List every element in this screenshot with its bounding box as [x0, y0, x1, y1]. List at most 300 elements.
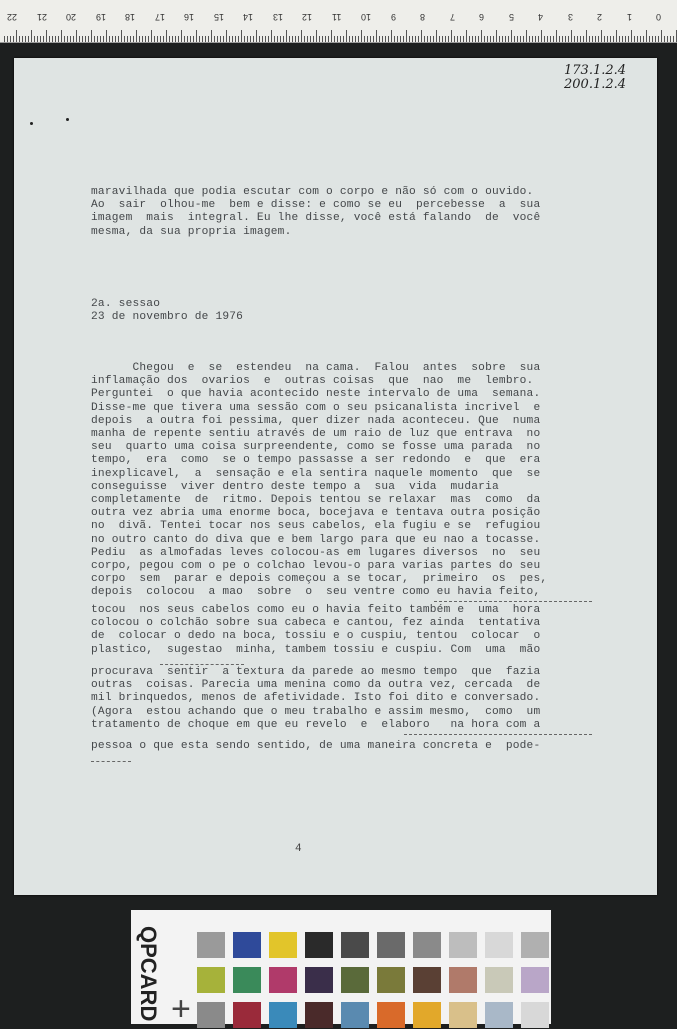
ruler-tick: [394, 36, 395, 42]
ruler-tick: [226, 30, 227, 42]
ruler-number: 5: [508, 12, 514, 22]
ruler-tick: [79, 36, 80, 42]
ruler-tick: [322, 36, 323, 42]
handwritten-reference-1: 173.1.2.4: [564, 63, 627, 78]
ruler-tick: [286, 30, 287, 42]
ruler-tick: [514, 36, 515, 42]
ruler-tick: [571, 30, 572, 42]
color-swatch: [485, 967, 513, 993]
text-line: (Agora estou achando que o meu trabalho e assim mesmo, como um: [91, 705, 541, 718]
ruler-tick: [664, 36, 665, 42]
ruler-tick: [436, 30, 437, 42]
ruler-tick: [280, 36, 281, 42]
color-swatch: [521, 1002, 549, 1028]
ruler-tick: [316, 30, 317, 42]
ruler-tick: [631, 30, 632, 42]
color-swatch: [269, 967, 297, 993]
ruler-tick: [121, 30, 122, 42]
ruler-number: 6: [479, 12, 485, 22]
ruler-number: 15: [213, 12, 224, 22]
ruler-tick: [4, 36, 5, 42]
ruler-tick: [232, 36, 233, 42]
ruler-tick: [361, 30, 362, 42]
ruler-tick: [334, 36, 335, 42]
ruler-tick: [19, 36, 20, 42]
text-line: Pediu as almofadas leves colocou-as em lugares diversos no seu: [91, 546, 541, 559]
ruler-tick: [499, 36, 500, 42]
text-line: depois colocou a mao sobre o seu ventre como eu havia feito,: [91, 586, 541, 599]
ruler-tick: [175, 36, 176, 42]
ruler-tick: [619, 36, 620, 42]
ruler-tick: [391, 30, 392, 42]
ruler-number: 13: [272, 12, 283, 22]
ruler-tick: [16, 30, 17, 42]
ruler-tick: [559, 36, 560, 42]
ruler-number: 16: [184, 12, 195, 22]
body-paragraph-3: [91, 666, 540, 732]
ruler-tick: [223, 36, 224, 42]
ruler-tick: [211, 30, 212, 42]
color-swatch: [449, 1002, 477, 1028]
text-line: Disse-me que tivera uma sessão com o seu psicanalista incrivel e: [91, 401, 541, 414]
ruler-tick: [433, 36, 434, 42]
ruler-tick: [505, 36, 506, 42]
ruler-tick: [658, 36, 659, 42]
ruler-tick: [652, 36, 653, 42]
ruler-tick: [553, 36, 554, 42]
ruler-tick: [457, 36, 458, 42]
color-swatch: [269, 932, 297, 958]
color-swatch: [413, 932, 441, 958]
ruler-number: 12: [302, 12, 313, 22]
ruler-tick: [43, 36, 44, 42]
ruler-tick: [253, 36, 254, 42]
ruler-tick: [313, 36, 314, 42]
ruler-tick: [58, 36, 59, 42]
ruler-number: 9: [390, 12, 396, 22]
ruler-tick: [160, 36, 161, 42]
ruler-tick: [367, 36, 368, 42]
ruler-tick: [409, 36, 410, 42]
ruler-tick: [229, 36, 230, 42]
ruler-number: 18: [125, 12, 136, 22]
ruler-tick: [568, 36, 569, 42]
ruler-tick: [178, 36, 179, 42]
ruler-tick: [49, 36, 50, 42]
ruler-number: 17: [154, 12, 165, 22]
ruler-tick: [412, 36, 413, 42]
text-line: outra vez abria uma enorme boca, bocejava e tentava outra posição: [91, 507, 541, 520]
ruler-tick: [448, 36, 449, 42]
ruler-tick: [88, 36, 89, 42]
ruler-number: 1: [626, 12, 632, 22]
ruler-tick: [289, 36, 290, 42]
ruler-tick: [172, 36, 173, 42]
color-card: [131, 910, 551, 1028]
ruler-tick: [616, 30, 617, 42]
ruler-tick: [643, 36, 644, 42]
ruler-tick: [106, 30, 107, 42]
ruler-tick: [487, 36, 488, 42]
ruler-tick: [622, 36, 623, 42]
ruler-tick: [406, 30, 407, 42]
ruler-tick: [277, 36, 278, 42]
ruler-tick: [7, 36, 8, 42]
text-line: pessoa o que esta sendo sentido, de uma maneira concreta e pode-: [91, 740, 541, 752]
ruler-tick: [139, 36, 140, 42]
ruler-tick: [451, 30, 452, 42]
ruler-tick: [103, 36, 104, 42]
ruler-tick: [577, 36, 578, 42]
ruler-tick: [202, 36, 203, 42]
ruler-tick: [187, 36, 188, 42]
text-line: plastico, sugestao minha, tambem tossiu e cuspiu. Com uma mão: [91, 643, 541, 656]
ruler-tick: [382, 36, 383, 42]
ruler-tick: [529, 36, 530, 42]
ruler-tick: [472, 36, 473, 42]
ruler-number: 0: [656, 12, 662, 22]
ruler-tick: [583, 36, 584, 42]
ruler-tick: [307, 36, 308, 42]
ruler-tick: [301, 30, 302, 42]
text-line: tocou nos seus cabelos como eu o havia feito também e uma hora: [91, 604, 541, 616]
ruler-tick: [478, 36, 479, 42]
ruler-tick: [445, 36, 446, 42]
ruler-tick: [13, 36, 14, 42]
ruler-tick: [67, 36, 68, 42]
color-swatch: [197, 932, 225, 958]
text-line: no outro canto do diva que e bem largo para que eu nao a tocasse.: [91, 533, 541, 546]
ruler-tick: [376, 30, 377, 42]
ruler-tick: [613, 36, 614, 42]
color-swatch: [233, 932, 261, 958]
ruler-tick: [292, 36, 293, 42]
ruler-tick: [115, 36, 116, 42]
ruler-tick: [421, 30, 422, 42]
ruler-tick: [22, 36, 23, 42]
color-swatch: [305, 1002, 333, 1028]
ruler-tick: [595, 36, 596, 42]
ruler-tick: [373, 36, 374, 42]
ruler-tick: [256, 30, 257, 42]
mark-dot: [66, 118, 69, 121]
text-line: completamente de ritmo. Depois tentou se relaxar mas como da: [91, 494, 541, 507]
ruler-number: 22: [7, 12, 18, 22]
text-line: inexplicavel, a sensação e ela sentira naquele momento que se: [91, 467, 541, 480]
ruler-tick: [520, 36, 521, 42]
ruler-number: 7: [449, 12, 455, 22]
ruler-tick: [244, 36, 245, 42]
ruler-tick: [550, 36, 551, 42]
ruler-tick: [268, 36, 269, 42]
ruler-number: 11: [331, 12, 341, 22]
ruler-tick: [76, 30, 77, 42]
underline-dashes: [404, 734, 592, 736]
text-line: mesma, da sua propria imagem.: [91, 225, 292, 238]
ruler-tick: [118, 36, 119, 42]
color-swatch: [413, 1002, 441, 1028]
ruler-tick: [400, 36, 401, 42]
text-line: manha de repente sentiu através de um raio de luz que entrava no: [91, 428, 541, 441]
text-line: tratamento de choque em que eu revelo e elaboro na hora com a: [91, 718, 541, 731]
ruler-number: 4: [538, 12, 544, 22]
body-paragraph-4: [91, 740, 540, 753]
ruler-tick: [298, 36, 299, 42]
color-swatch: [413, 967, 441, 993]
ruler-tick: [217, 36, 218, 42]
ruler-tick: [355, 36, 356, 42]
ruler-tick: [28, 36, 29, 42]
text-line: seu quarto uma coisa surpreendente, como se fosse uma parada no: [91, 441, 541, 454]
ruler-tick: [427, 36, 428, 42]
ruler-tick: [526, 30, 527, 42]
ruler-tick: [592, 36, 593, 42]
ruler-tick: [511, 30, 512, 42]
ruler-tick: [460, 36, 461, 42]
text-line: depois a outra foi pessima, quer dizer nada aconteceu. Que numa: [91, 414, 541, 427]
ruler-tick: [136, 30, 137, 42]
ruler-tick: [196, 30, 197, 42]
ruler-tick: [352, 36, 353, 42]
ruler-tick: [547, 36, 548, 42]
text-line: corpo, pegou com o pe o colchao levou-o para varias partes do seu: [91, 560, 541, 573]
ruler-tick: [337, 36, 338, 42]
ruler-tick: [634, 36, 635, 42]
ruler-tick: [61, 30, 62, 42]
ruler-number: 21: [36, 12, 47, 22]
ruler-tick: [181, 30, 182, 42]
ruler-tick: [331, 30, 332, 42]
ruler-tick: [328, 36, 329, 42]
ruler-tick: [496, 30, 497, 42]
ruler-tick: [442, 36, 443, 42]
ruler-tick: [133, 36, 134, 42]
ruler-number: 8: [420, 12, 426, 22]
color-swatch: [305, 967, 333, 993]
ruler-tick: [463, 36, 464, 42]
ruler-tick: [580, 36, 581, 42]
text-line: Ao sair olhou-me bem e disse: e como se eu percebesse a sua: [91, 199, 541, 212]
color-swatch: [521, 967, 549, 993]
ruler-tick: [157, 36, 158, 42]
ruler-tick: [148, 36, 149, 42]
ruler-tick: [214, 36, 215, 42]
ruler-tick: [508, 36, 509, 42]
ruler-tick: [670, 36, 671, 42]
ruler-tick: [91, 30, 92, 42]
ruler-tick: [325, 36, 326, 42]
text-line: Perguntei o que havia acontecido neste intervalo de uma semana.: [91, 388, 541, 401]
ruler-tick: [199, 36, 200, 42]
intro-paragraph: [91, 186, 540, 239]
ruler-tick: [145, 36, 146, 42]
color-swatch: [449, 932, 477, 958]
color-swatch: [305, 932, 333, 958]
text-line: outras coisas. Parecia uma menina como da outra vez, cercada de: [91, 679, 541, 692]
ruler-tick: [184, 36, 185, 42]
ruler-tick: [109, 36, 110, 42]
text-line: corpo sem parar e depois começou a se tocar, primeiro os pes,: [91, 573, 548, 586]
color-swatch: [233, 967, 261, 993]
ruler-tick: [430, 36, 431, 42]
ruler-tick: [364, 36, 365, 42]
ruler-tick: [538, 36, 539, 42]
session-date: 23 de novembro de 1976: [91, 311, 244, 323]
ruler-tick: [640, 36, 641, 42]
ruler-tick: [649, 36, 650, 42]
ruler-tick: [349, 36, 350, 42]
ruler-tick: [379, 36, 380, 42]
ruler-tick: [247, 36, 248, 42]
ruler-tick: [604, 36, 605, 42]
ruler-tick: [493, 36, 494, 42]
page-number: 4: [295, 843, 302, 855]
ruler-tick: [25, 36, 26, 42]
ruler-number: 19: [95, 12, 106, 22]
ruler-tick: [163, 36, 164, 42]
ruler-tick: [154, 36, 155, 42]
ruler-tick: [169, 36, 170, 42]
ruler-tick: [205, 36, 206, 42]
crosshair-icon: +: [171, 990, 191, 1028]
ruler-tick: [466, 30, 467, 42]
ruler-number: 20: [66, 12, 77, 22]
text-line: inflamação dos ovarios e outras coisas que nao me lembro.: [91, 375, 534, 388]
color-swatch: [341, 1002, 369, 1028]
text-line: Chegou e se estendeu na cama. Falou antes sobre sua: [91, 362, 541, 374]
body-paragraph-1: [91, 362, 547, 600]
ruler-tick: [142, 36, 143, 42]
ruler-tick: [655, 36, 656, 42]
ruler-tick: [295, 36, 296, 42]
ruler-tick: [100, 36, 101, 42]
ruler-tick: [475, 36, 476, 42]
ruler-tick: [574, 36, 575, 42]
ruler-number: 3: [567, 12, 573, 22]
ruler-tick: [37, 36, 38, 42]
ruler-tick: [112, 36, 113, 42]
ruler-tick: [259, 36, 260, 42]
color-swatch: [197, 1002, 225, 1028]
ruler-tick: [358, 36, 359, 42]
ruler-tick: [97, 36, 98, 42]
ruler-tick: [10, 36, 11, 42]
handwritten-reference-2: 200.1.2.4: [564, 77, 627, 92]
color-swatch: [197, 967, 225, 993]
ruler-number: 10: [361, 12, 372, 22]
ruler-tick: [70, 36, 71, 42]
mark-dot: [30, 122, 33, 125]
text-line: de colocar o dedo na boca, tossiu e o cuspiu, tentou colocar o: [91, 630, 541, 643]
ruler-tick: [532, 36, 533, 42]
ruler-tick: [262, 36, 263, 42]
color-swatch: [233, 1002, 261, 1028]
ruler-tick: [541, 30, 542, 42]
ruler-tick: [166, 30, 167, 42]
ruler-tick: [82, 36, 83, 42]
ruler-tick: [343, 36, 344, 42]
ruler-tick: [193, 36, 194, 42]
ruler-tick: [34, 36, 35, 42]
ruler-tick: [40, 36, 41, 42]
ruler-tick: [94, 36, 95, 42]
ruler-tick: [385, 36, 386, 42]
ruler-tick: [523, 36, 524, 42]
ruler-tick: [151, 30, 152, 42]
ruler-tick: [562, 36, 563, 42]
ruler-tick: [565, 36, 566, 42]
ruler-number: 2: [597, 12, 603, 22]
text-line: no divã. Tentei tocar nos seus cabelos, ela fugiu e se refugiou: [91, 520, 541, 533]
ruler-tick: [661, 30, 662, 42]
ruler-tick: [490, 36, 491, 42]
underline-dashes: [91, 761, 131, 763]
ruler-tick: [73, 36, 74, 42]
text-line: tempo, era como se o tempo passasse a ser redondo e que era: [91, 454, 541, 467]
ruler-tick: [637, 36, 638, 42]
ruler-tick: [439, 36, 440, 42]
color-swatch: [485, 932, 513, 958]
color-swatch: [485, 1002, 513, 1028]
ruler-tick: [208, 36, 209, 42]
ruler-tick: [481, 30, 482, 42]
ruler-tick: [673, 36, 674, 42]
ruler-tick: [304, 36, 305, 42]
ruler-tick: [52, 36, 53, 42]
ruler-tick: [250, 36, 251, 42]
ruler-tick: [130, 36, 131, 42]
ruler-tick: [310, 36, 311, 42]
ruler-tick: [31, 30, 32, 42]
ruler-tick: [346, 30, 347, 42]
color-swatch: [377, 1002, 405, 1028]
ruler: [0, 0, 677, 43]
ruler-tick: [484, 36, 485, 42]
ruler-tick: [469, 36, 470, 42]
text-line: maravilhada que podia escutar com o corpo e não só com o ouvido.: [91, 186, 534, 198]
ruler-tick: [370, 36, 371, 42]
ruler-tick: [454, 36, 455, 42]
underline-dashes: [434, 601, 592, 603]
document-page: [14, 58, 657, 895]
ruler-tick: [601, 30, 602, 42]
ruler-tick: [238, 36, 239, 42]
color-swatch: [449, 967, 477, 993]
ruler-tick: [85, 36, 86, 42]
color-swatch: [377, 967, 405, 993]
color-card-logo: QPCARD: [136, 926, 161, 1022]
ruler-tick: [340, 36, 341, 42]
ruler-tick: [46, 30, 47, 42]
ruler-tick: [667, 36, 668, 42]
ruler-tick: [589, 36, 590, 42]
ruler-tick: [403, 36, 404, 42]
color-swatch: [521, 932, 549, 958]
ruler-tick: [586, 30, 587, 42]
ruler-tick: [418, 36, 419, 42]
ruler-tick: [64, 36, 65, 42]
text-line: colocou o colchão sobre sua cabeca e cantou, fez ainda tentativa: [91, 617, 541, 630]
ruler-tick: [556, 30, 557, 42]
body-paragraph-2: [91, 604, 540, 657]
ruler-tick: [535, 36, 536, 42]
color-swatch: [269, 1002, 297, 1028]
ruler-number: 14: [243, 12, 254, 22]
ruler-tick: [271, 30, 272, 42]
ruler-tick: [610, 36, 611, 42]
text-line: procurava sentir a textura da parede ao mesmo tempo que fazia: [91, 666, 541, 678]
ruler-tick: [124, 36, 125, 42]
